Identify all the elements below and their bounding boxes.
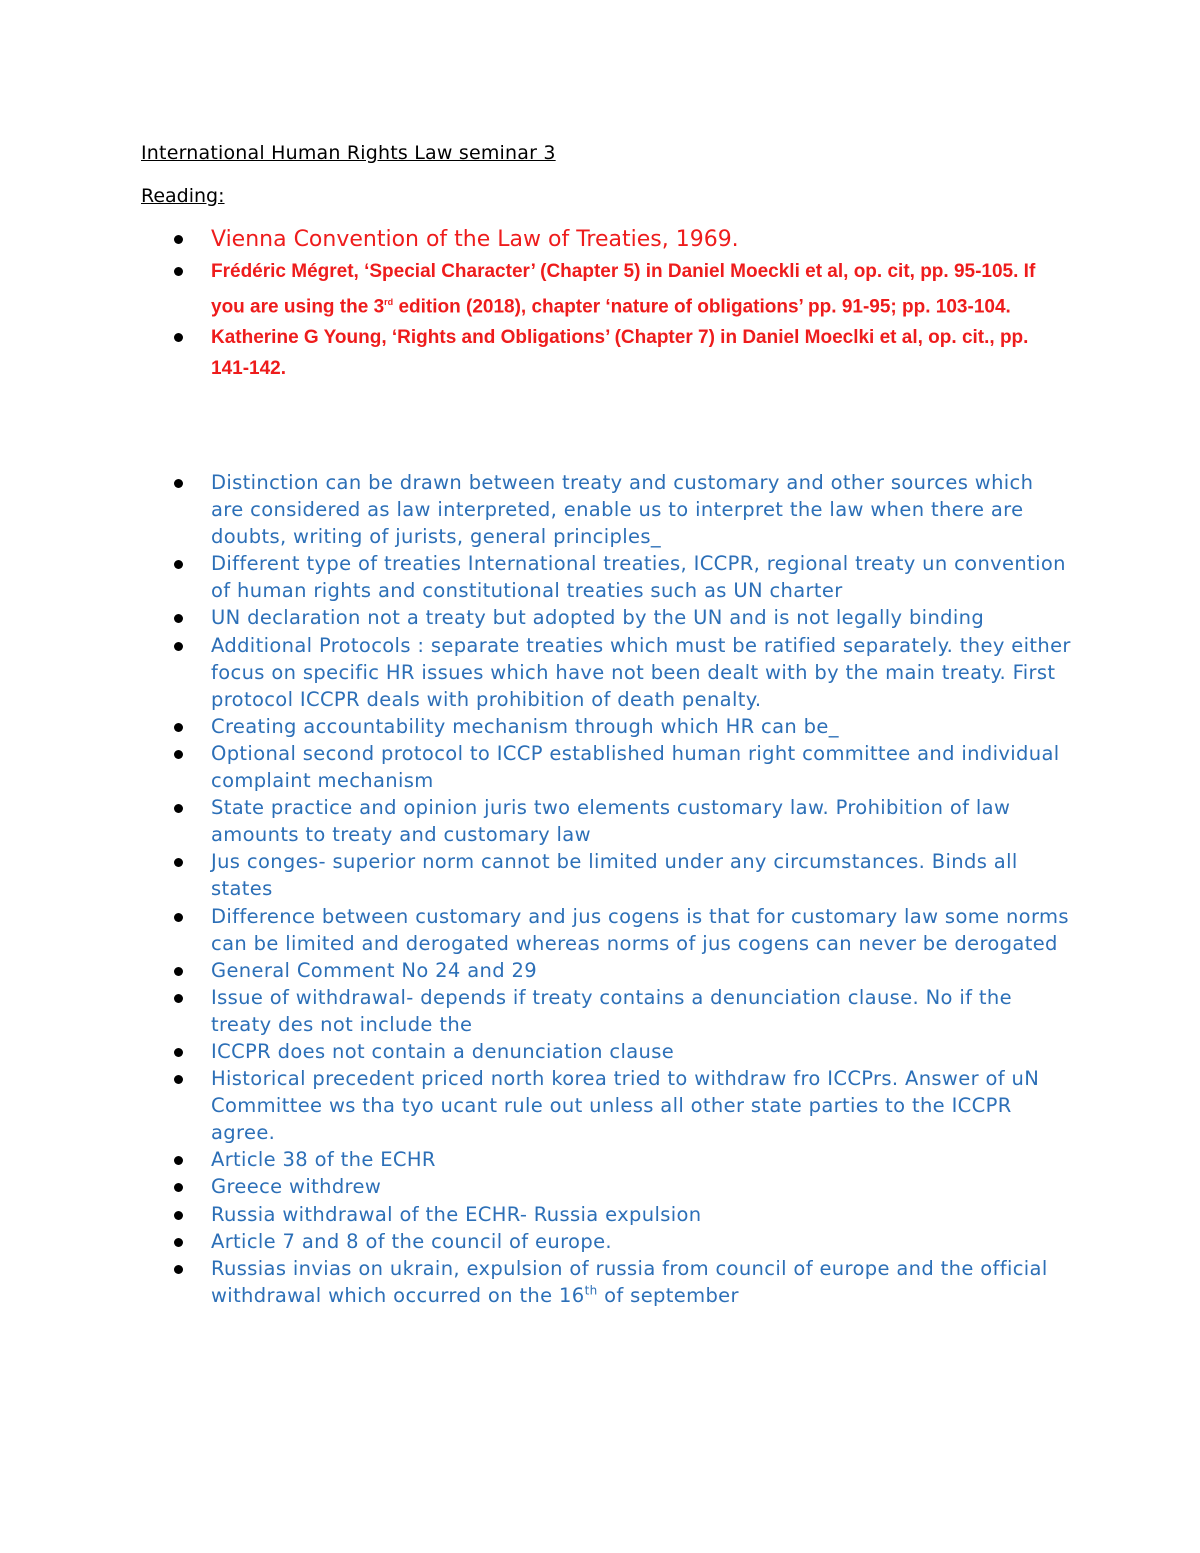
list-item-text: General Comment No 24 and 29 xyxy=(211,958,538,982)
bullet-icon xyxy=(174,1156,183,1165)
superscript: th xyxy=(584,1283,598,1298)
bullet-icon xyxy=(174,267,183,276)
bullet-icon xyxy=(174,1265,183,1274)
list-item-text: Jus conges- superior norm cannot be limited under any circumstances. Binds all states xyxy=(211,850,1018,901)
list-item-text: Historical precedent priced north korea tried to withdraw fro ICCPrs. Answer of uN Committee ws tha tyo ucant rule out unless all other state parties to the ICCPR agree. xyxy=(211,1067,1040,1145)
document-title: International Human Rights Law seminar 3 xyxy=(141,142,556,164)
list-item xyxy=(0,550,1071,604)
bullet-icon xyxy=(174,858,183,867)
bullet-icon xyxy=(174,1183,183,1192)
bullet-icon xyxy=(174,614,183,623)
list-item-text: Different type of treaties International treaties, ICCPR, regional treaty un convention of human rights and constitutional treaties such as UN charter xyxy=(211,552,1066,603)
list-item-text: Article 38 of the ECHR xyxy=(211,1148,436,1172)
list-item xyxy=(0,1173,1071,1200)
superscript: rd xyxy=(384,297,394,307)
bullet-icon xyxy=(174,560,183,569)
list-item-text: ICCPR does not contain a denunciation clause xyxy=(211,1039,675,1063)
notes-list xyxy=(0,469,1071,1309)
reading-item xyxy=(0,224,1071,256)
bullet-icon xyxy=(174,750,183,759)
reading-item-text: Frédéric Mégret, ‘Special Character’ (Chapter 5) in Daniel Moeckli et al, op. cit, pp. 95-105. If you are using the 3 xyxy=(211,261,1036,318)
bullet-icon xyxy=(174,1075,183,1084)
list-item-text: State practice and opinion juris two elements customary law. Prohibition of law amounts to treaty and customary law xyxy=(211,796,1011,847)
reading-item xyxy=(0,322,1056,384)
list-item xyxy=(0,903,1071,957)
list-item-text-cont: of september xyxy=(604,1283,739,1307)
list-item xyxy=(0,794,1071,848)
bullet-icon xyxy=(174,642,183,651)
reading-heading: Reading: xyxy=(141,185,225,207)
bullet-icon xyxy=(174,1211,183,1220)
bullet-icon xyxy=(174,804,183,813)
list-item-text: Russias invias on ukrain, expulsion of russia from council of europe and the official withdrawal which occurred on the 16 xyxy=(211,1256,1048,1307)
reading-item-text-cont: edition (2018), chapter ‘nature of obligations’ pp. 91-95; pp. 103-104. xyxy=(398,296,1011,318)
bullet-icon xyxy=(174,994,183,1003)
bullet-icon xyxy=(174,235,183,244)
list-item xyxy=(0,1255,1071,1309)
bullet-icon xyxy=(174,723,183,732)
list-item xyxy=(0,957,1071,984)
list-item xyxy=(0,1038,1071,1065)
list-item xyxy=(0,1201,1071,1228)
list-item-text: Difference between customary and jus cogens is that for customary law some norms can be limited and derogated whereas norms of jus cogens can never be derogated xyxy=(211,904,1069,955)
list-item-text: Issue of withdrawal- depends if treaty contains a denunciation clause. No if the treaty des not include the xyxy=(211,985,1012,1036)
reading-list xyxy=(0,224,1071,384)
list-item xyxy=(0,1228,1071,1255)
list-item xyxy=(0,1065,1071,1146)
list-item xyxy=(0,632,1071,713)
list-item-text: Additional Protocols : separate treaties which must be ratified separately. they either focus on specific HR issues which have not been dealt with by the main treaty. First protocol ICCPR deals with prohibition of death penalty. xyxy=(211,633,1071,711)
list-item-text: Distinction can be drawn between treaty and customary and other sources which are considered as law interpreted, enable us to interpret the law when there are doubts, writing of jurists, general principles_ xyxy=(211,471,1034,549)
list-item-text: Article 7 and 8 of the council of europe. xyxy=(211,1229,612,1253)
list-item xyxy=(0,984,1071,1038)
list-item xyxy=(0,740,1071,794)
list-item xyxy=(0,713,1071,740)
bullet-icon xyxy=(174,479,183,488)
list-item-text: Creating accountability mechanism through which HR can be_ xyxy=(211,714,839,738)
list-item-text: Optional second protocol to ICCP established human right committee and individual complaint mechanism xyxy=(211,741,1060,793)
list-item xyxy=(0,469,1071,550)
reading-item-text: Vienna Convention of the Law of Treaties, 1969. xyxy=(211,227,739,252)
list-item-text: UN declaration not a treaty but adopted by the UN and is not legally binding xyxy=(211,606,985,630)
reading-item xyxy=(0,256,1056,322)
bullet-icon xyxy=(174,913,183,922)
list-item-text: Greece withdrew xyxy=(211,1175,382,1199)
list-item xyxy=(0,1146,1071,1173)
reading-item-text: Katherine G Young, ‘Rights and Obligations’ (Chapter 7) in Daniel Moeclki et al, op. cit., pp. 141-142. xyxy=(211,327,1029,380)
list-item xyxy=(0,848,1071,902)
list-item-text: Russia withdrawal of the ECHR- Russia expulsion xyxy=(211,1202,702,1226)
bullet-icon xyxy=(174,967,183,976)
bullet-icon xyxy=(174,1048,183,1057)
list-item xyxy=(0,604,1071,631)
bullet-icon xyxy=(174,1238,183,1247)
bullet-icon xyxy=(174,333,183,342)
